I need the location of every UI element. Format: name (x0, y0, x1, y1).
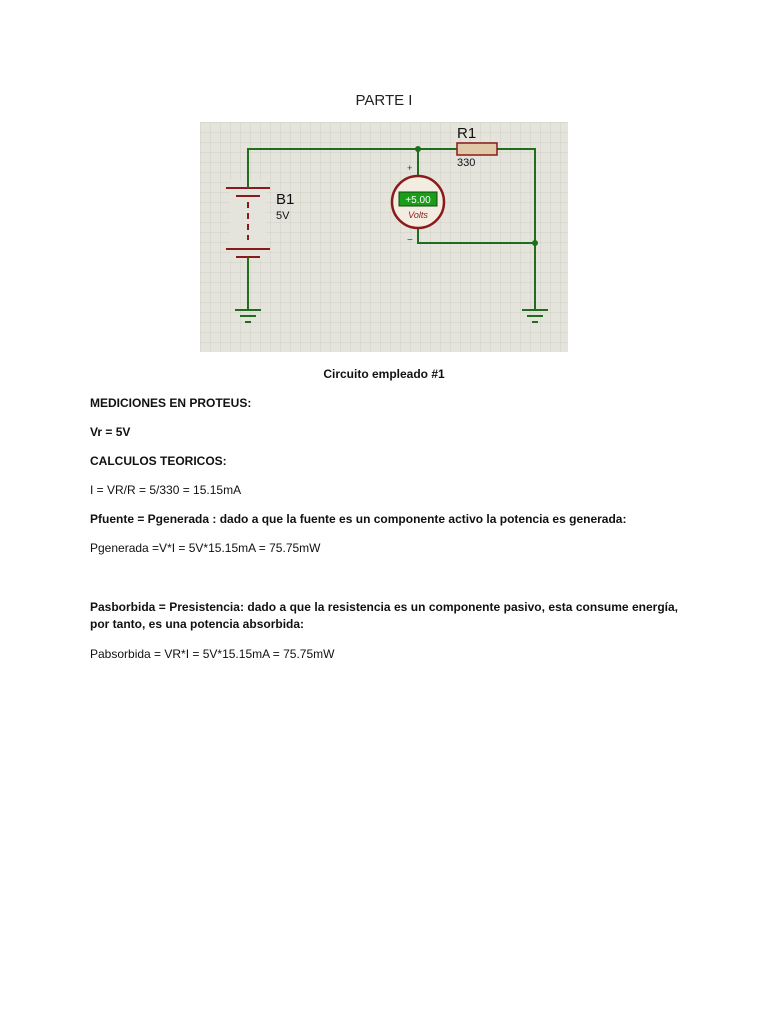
pasorbida-statement: Pasborbida = Presistencia: dado a que la resistencia es un componente pasivo, esta consume energía, por tanto, es una potencia absorbida: (90, 600, 678, 631)
current-calculation: I = VR/R = 5/330 = 15.15mA (90, 483, 242, 497)
voltmeter-minus: − (407, 235, 413, 246)
voltmeter-unit: Volts (408, 210, 428, 220)
page-title: PARTE I (355, 92, 413, 109)
calculos-heading: CALCULOS TEORICOS: (90, 454, 227, 468)
pgenerada-calculation: Pgenerada =V*I = 5V*15.15mA = 75.75mW (90, 541, 321, 555)
voltmeter-reading: +5.00 (405, 195, 431, 206)
junction-top (415, 146, 421, 152)
mediciones-heading: MEDICIONES EN PROTEUS: (90, 396, 252, 410)
vr-measurement: Vr = 5V (90, 425, 131, 439)
circuit-diagram (200, 122, 568, 352)
resistor-value: 330 (457, 157, 476, 169)
battery-name: B1 (276, 191, 295, 208)
battery-b1 (226, 180, 270, 264)
resistor-r1 (457, 143, 497, 155)
figure-caption: Circuito empleado #1 (323, 367, 445, 381)
circuit-figure (200, 122, 568, 352)
junction-right (532, 240, 538, 246)
voltmeter-plus: + (407, 163, 413, 173)
battery-value: 5V (276, 210, 290, 222)
pabsorbida-calculation: Pabsorbida = VR*I = 5V*15.15mA = 75.75mW (90, 647, 335, 661)
pfuente-statement: Pfuente = Pgenerada : dado a que la fuente es un componente activo la potencia es generada: (90, 512, 627, 526)
resistor-name: R1 (457, 125, 477, 142)
